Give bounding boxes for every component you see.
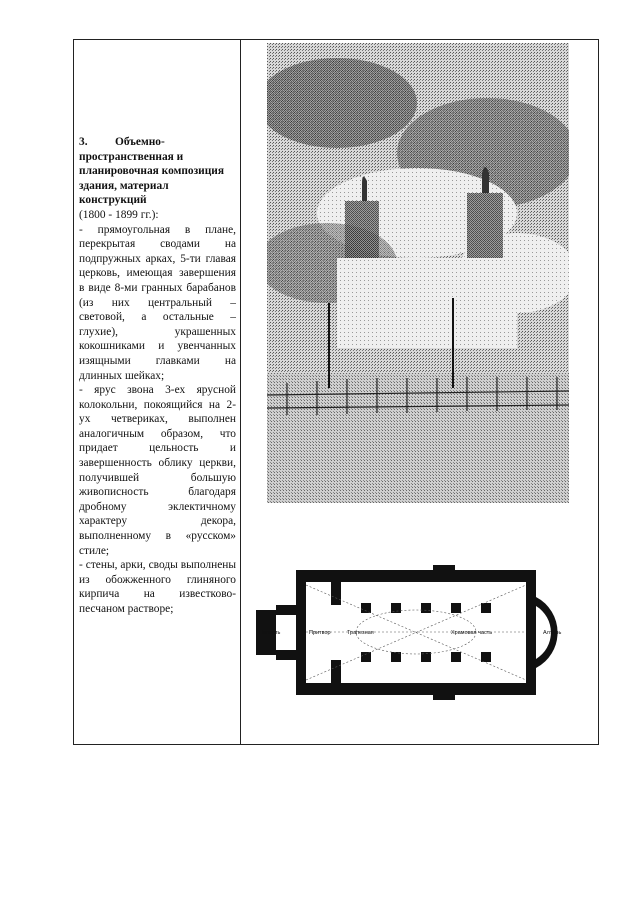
- column-divider: [240, 40, 241, 744]
- section-heading-rest: пространственная и планировочная композиция здания, материал конструкций: [79, 150, 225, 207]
- label-nave: Храмовая часть: [451, 630, 493, 636]
- drum: [345, 201, 379, 261]
- label-altar: Алтарь: [543, 630, 562, 636]
- drum: [467, 193, 503, 263]
- document-table: [73, 39, 599, 745]
- date-range: (1800 - 1899 гг.):: [79, 208, 159, 221]
- description-cell: [79, 135, 236, 617]
- paragraph-materials: - стены, арки, своды выполнены из обожженного глиняного кирпича на известково-песчаном растворе;: [79, 559, 236, 615]
- church-photo: [267, 43, 569, 503]
- section-number: 3.: [79, 136, 88, 148]
- section-heading: [79, 135, 236, 150]
- dome: [362, 176, 367, 201]
- label-porch: Паперть: [259, 630, 281, 636]
- church-wall: [337, 258, 517, 348]
- section-heading-first: Объемно-: [115, 136, 165, 148]
- plan-walls: [256, 565, 558, 700]
- paragraph-bell-tower: - ярус звона 3-ех ярусной колокольни, покоящийся на 2-ух четвериках, выполнен аналогичным образом, что придает цельность и завершенность облику церкви, получившей большую живописность благодаря дробному эклектичному характеру декора, выполненному в «русском» стиле;: [79, 384, 236, 557]
- paragraph-plan-and-domes: - прямоугольная в плане, перекрытая сводами на подпружных арках, 5-ти главая церковь, имеющая завершения в виде 8-ми гранных барабанов (из них центральный – световой, а остальные – глухие), украшенных кокошниками и увенчанных изящными главками на длинных шейках;: [79, 223, 236, 382]
- label-refectory: Трапезная: [347, 630, 374, 636]
- label-narthex: Притвор: [309, 630, 331, 636]
- dome: [482, 167, 489, 193]
- floor-plan: [251, 565, 591, 705]
